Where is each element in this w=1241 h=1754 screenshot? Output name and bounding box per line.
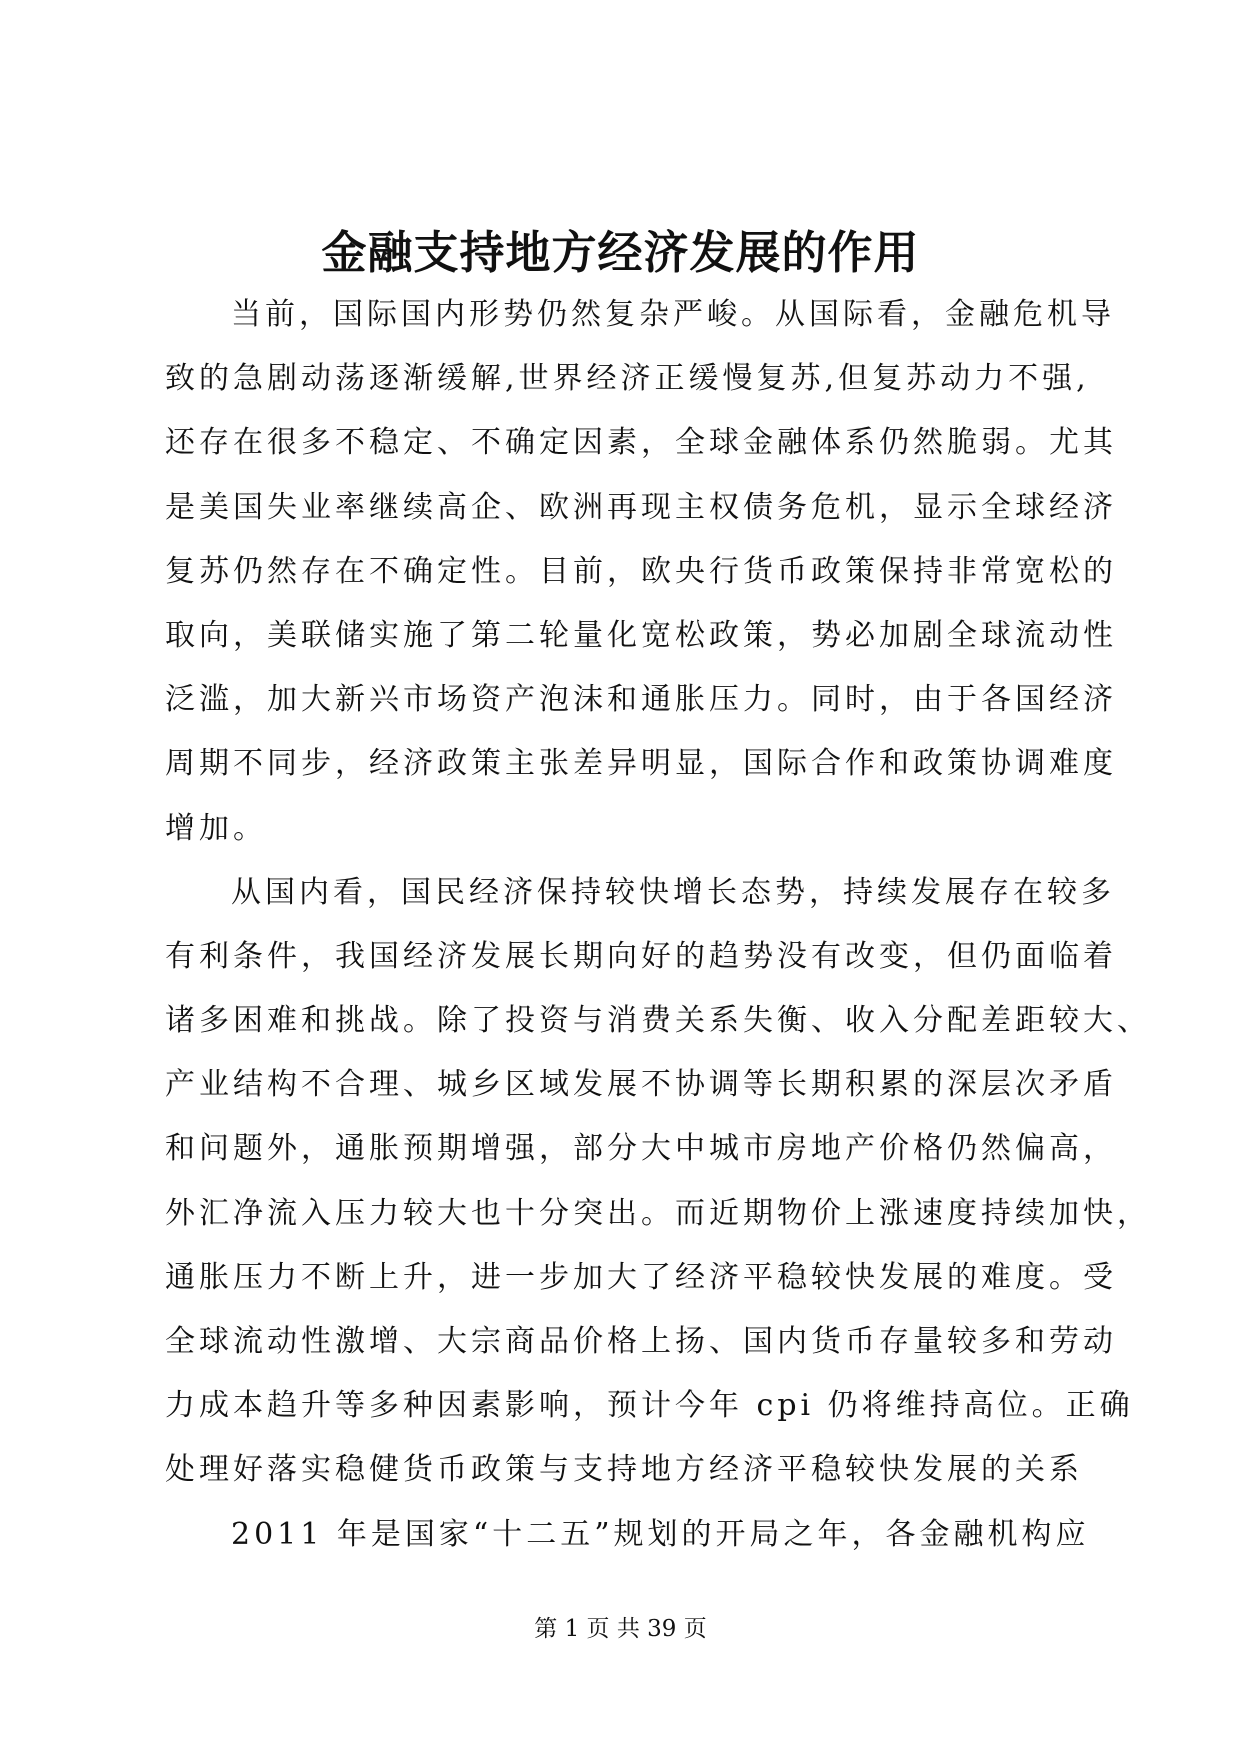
text-line: 处理好落实稳健货币政策与支持地方经济平稳较快发展的关系 xyxy=(165,1452,1083,1488)
text-line: 周期不同步，经济政策主张差异明显，国际合作和政策协调难度 xyxy=(165,746,1117,782)
text-line: 致的急剧动荡逐渐缓解,世界经济正缓慢复苏,但复苏动力不强, xyxy=(165,361,1090,397)
text-line: 全球流动性激增、大宗商品价格上扬、国内货币存量较多和劳动 xyxy=(165,1324,1117,1359)
text-line: 有利条件，我国经济发展长期向好的趋势没有改变，但仍面临着 xyxy=(165,938,1117,974)
text-line: 通胀压力不断上升，进一步加大了经济平稳较快发展的难度。受 xyxy=(165,1259,1117,1295)
text-line: 增加。 xyxy=(165,810,267,846)
document-title: 金融支持地方经济发展的作用 xyxy=(321,226,920,279)
page-number-footer: 第 1 页 共 39 页 xyxy=(534,1616,707,1642)
text-line: 外汇净流入压力较大也十分突出。而近期物价上涨速度持续加快， xyxy=(165,1195,1151,1231)
text-line: 复苏仍然存在不确定性。目前，欧央行货币政策保持非常宽松的 xyxy=(165,553,1117,589)
text-line: 诸多困难和挑战。除了投资与消费关系失衡、收入分配差距较大、 xyxy=(165,1003,1151,1039)
text-line: 取向，美联储实施了第二轮量化宽松政策，势必加剧全球流动性 xyxy=(165,617,1117,653)
text-line: 力成本趋升等多种因素影响，预计今年 cpi 仍将维持高位。正确 xyxy=(165,1388,1134,1424)
text-line: 从国内看，国民经济保持较快增长态势，持续发展存在较多 xyxy=(231,874,1115,910)
text-line: 是美国失业率继续高企、欧洲再现主权债务危机，显示全球经济 xyxy=(165,489,1117,525)
text-line: 2011 年是国家“十二五”规划的开局之年，各金融机构应 xyxy=(231,1516,1090,1552)
text-line: 还存在很多不稳定、不确定因素，全球金融体系仍然脆弱。尤其 xyxy=(165,425,1117,461)
text-line: 产业结构不合理、城乡区域发展不协调等长期积累的深层次矛盾 xyxy=(165,1067,1117,1103)
text-line: 泛滥，加大新兴市场资产泡沫和通胀压力。同时，由于各国经济 xyxy=(165,682,1117,718)
text-line: 当前，国际国内形势仍然复杂严峻。从国际看，金融危机导 xyxy=(231,297,1115,332)
text-line: 和问题外，通胀预期增强，部分大中城市房地产价格仍然偏高， xyxy=(165,1131,1117,1167)
document-body xyxy=(165,283,1151,1567)
